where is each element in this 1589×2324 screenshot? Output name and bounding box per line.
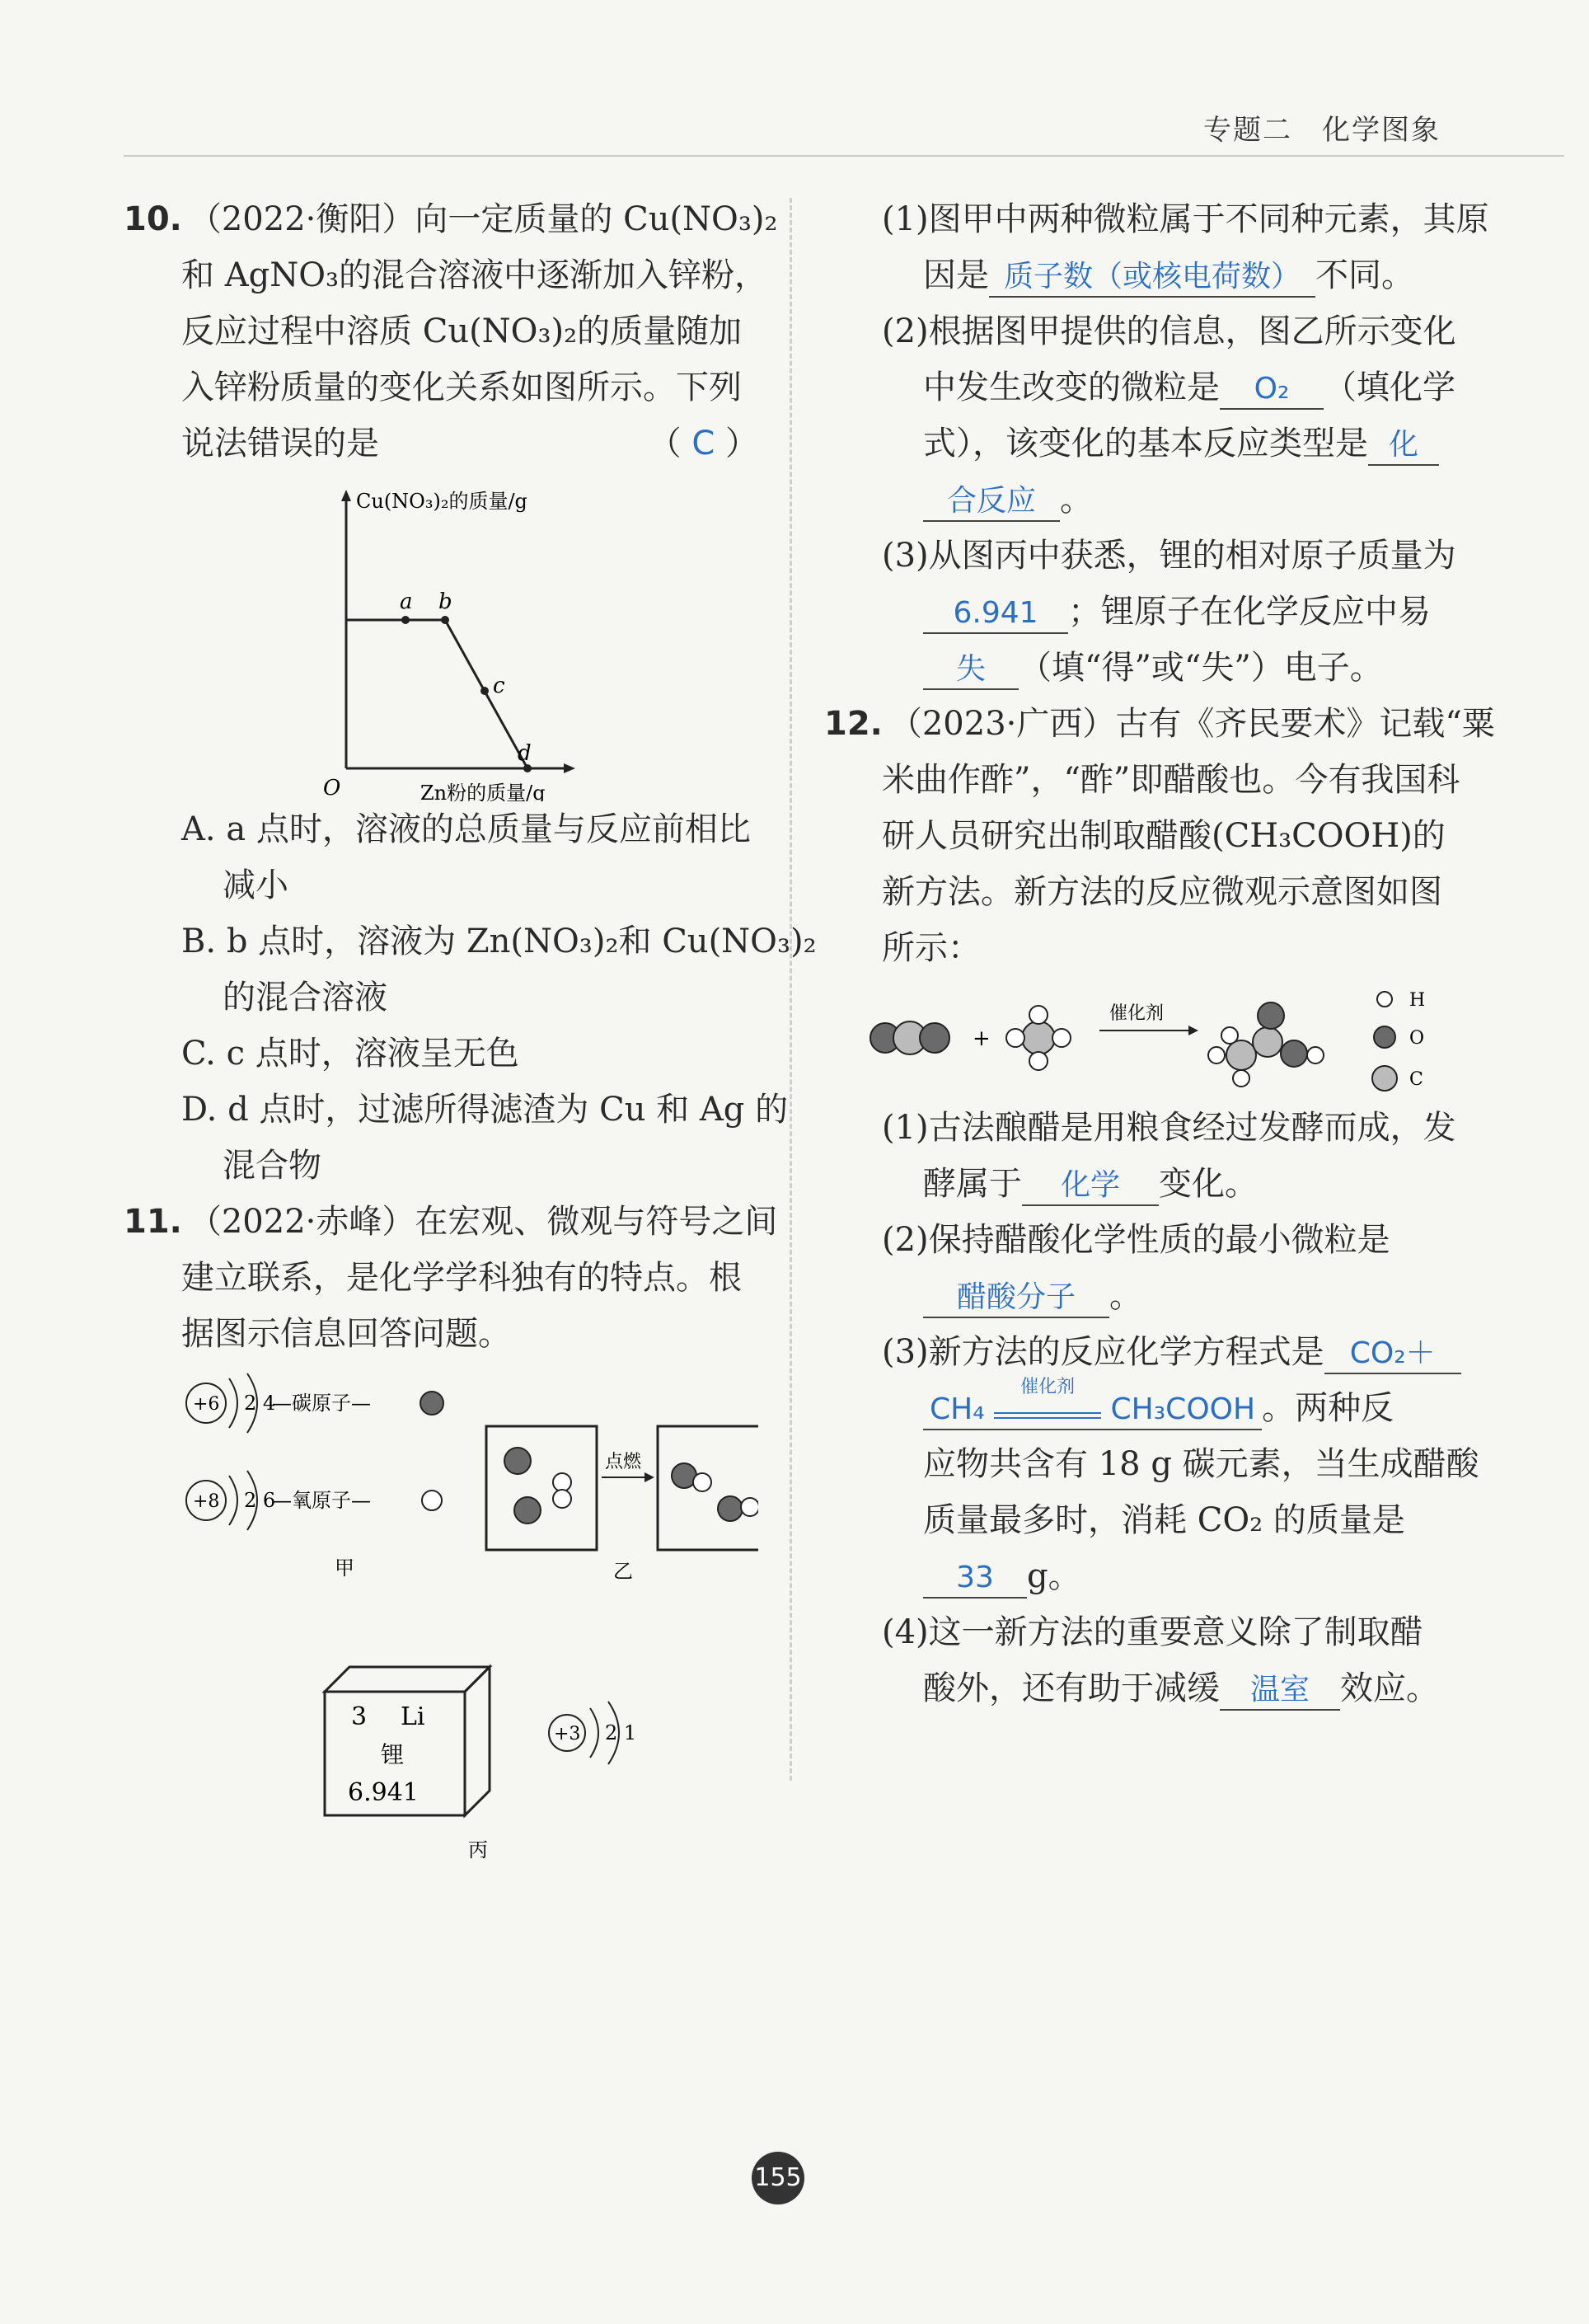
left-column [124, 191, 817, 1873]
q10-stem-line1: 10. （2022·衡阳）向一定质量的 Cu(NO₃)₂ [124, 200, 778, 238]
q10-option-c: C. c 点时，溶液呈无色 [181, 1035, 519, 1073]
caption-jia: 甲 [335, 1556, 354, 1580]
lithium-shells: 2 1 [605, 1721, 637, 1744]
carbon-ball [420, 1392, 443, 1415]
q10-number: 10. [124, 200, 182, 238]
carbon-label: —碳原子— [272, 1392, 371, 1415]
element-mass: 6.941 [348, 1778, 419, 1807]
q11-sub3-line2: 6.941 ；锂原子在化学反应中易 [824, 584, 1459, 640]
carbon-shells: 2 4 [244, 1392, 276, 1415]
legend-c: C [1409, 1069, 1423, 1090]
q10-option-b-cont: 的混合溶液 [223, 979, 387, 1016]
q10-chart-container [181, 472, 758, 801]
q11-figures [124, 1362, 758, 1873]
element-number: 3 [351, 1702, 368, 1731]
q12-stem-line2: 米曲作酢”，“酢”即醋酸也。今有我国科 [882, 761, 1460, 799]
q12-figure [824, 976, 1459, 1100]
q12-number: 12. [824, 705, 883, 743]
header-rule [124, 155, 1564, 157]
q11-sub2-answer1: O₂ [1220, 370, 1324, 410]
element-symbol: Li [401, 1702, 425, 1731]
q10-option-a: A. a 点时，溶液的总质量与反应前相比 [181, 810, 751, 848]
oxygen-shells: 2 6 [244, 1489, 276, 1512]
q12-sub2-line1: (2)保持醋酸化学性质的最小微粒是 [882, 1221, 1390, 1259]
q12-sub3-answer2: 33 [923, 1559, 1027, 1599]
q11-sub3-line1: (3)从图丙中获悉，锂的相对原子质量为 [882, 537, 1456, 575]
q12-sub3-line1: (3)新方法的反应化学方程式是 CO₂＋ [824, 1324, 1459, 1380]
oxygen-label: —氧原子— [272, 1489, 371, 1512]
q11-sub2-answer2b: 合反应 [923, 482, 1060, 522]
q12-sub4-line2: 酸外，还有助于减缓 温室 效应。 [824, 1660, 1459, 1716]
q10-stem-line2: 和 AgNO₃的混合溶液中逐渐加入锌粉， [181, 256, 768, 294]
q12-sub1-line2: 酵属于 化学 变化。 [824, 1156, 1459, 1212]
q12-sub4-answer: 温室 [1220, 1671, 1340, 1711]
q10-stem-line3: 反应过程中溶质 Cu(NO₃)₂的质量随加 [181, 312, 743, 350]
y-axis-arrow [341, 490, 351, 501]
q12-stem-line1: 12. （2023·广西）古有《齐民要术》记载“粟 [824, 705, 1495, 743]
reactant-box [486, 1426, 597, 1550]
q11-stem-line1: 11. （2022·赤峰）在宏观、微观与符号之间 [124, 1203, 778, 1241]
q11-sub2-line2: 中发生改变的微粒是 O₂ （填化学 [824, 359, 1459, 416]
caption-bing: 丙 [468, 1838, 488, 1862]
q10-chart [181, 472, 742, 801]
legend-o-ball [1374, 1026, 1395, 1048]
label-d: d [518, 741, 532, 766]
point-a [401, 616, 410, 624]
q10-option-d-cont: 混合物 [223, 1147, 321, 1185]
q10-option-a-cont: 减小 [223, 866, 288, 904]
q11-figure-svg [124, 1362, 758, 1873]
q10-answer: C [691, 425, 715, 462]
q10-option-b: B. b 点时，溶液为 Zn(NO₃)₂和 Cu(NO₃)₂ [181, 923, 817, 960]
lithium-nucleus: +3 [554, 1724, 581, 1744]
q11-stem-line2: 建立联系，是化学学科独有的特点。根 [181, 1259, 742, 1297]
q11-number: 11. [124, 1203, 182, 1241]
q10-option-d: D. d 点时，过滤所得滤渣为 Cu 和 Ag 的 [181, 1091, 789, 1129]
q12-sub3-line5: 33 g。 [824, 1548, 1459, 1604]
point-c [480, 687, 489, 695]
legend-h-ball [1377, 992, 1392, 1007]
q11-sub2-line1: (2)根据图甲提供的信息，图乙所示变化 [882, 312, 1456, 350]
q12-sub3-line3: 应物共含有 18 g 碳元素，当生成醋酸 [923, 1445, 1479, 1483]
q11-sub2-line3: 式），该变化的基本反应类型是 化 [824, 416, 1459, 472]
q10-stem-line5: 说法错误的是 （ C ） [124, 416, 758, 472]
column-divider [790, 198, 792, 1781]
q12-sub4-line1: (4)这一新方法的重要意义除了制取醋 [882, 1613, 1423, 1651]
q11-stem-line3: 据图示信息回答问题。 [181, 1315, 511, 1353]
page-number: 155 [752, 2152, 804, 2204]
q12-sub3-answer-part2: CH₄ 催化剂 CH₃COOH [923, 1391, 1262, 1430]
q10-stem-line4: 入锌粉质量的变化关系如图所示。下列 [181, 369, 742, 406]
x-axis-arrow [564, 763, 575, 773]
q12-sub3-line2: CH₄ 催化剂 CH₃COOH 。两种反 [824, 1380, 1459, 1436]
q12-sub1-line1: (1)古法酿醋是用粮食经过发酵而成，发 [882, 1109, 1456, 1147]
q11-sub3-answer1: 6.941 [923, 594, 1068, 634]
right-column [824, 191, 1495, 1716]
plus-sign: + [973, 1026, 991, 1051]
q11-sub2-line4: 合反应 。 [824, 472, 1459, 528]
caption-yi: 乙 [613, 1560, 633, 1583]
catalyst-label: 催化剂 [1109, 1003, 1165, 1024]
carbon-nucleus: +6 [193, 1394, 220, 1415]
q11-sub1-line2: 因是 质子数（或核电荷数） 不同。 [824, 247, 1459, 303]
legend-h: H [1409, 990, 1426, 1011]
q12-sub2-answer: 醋酸分子 [923, 1279, 1109, 1318]
label-a: a [400, 589, 413, 614]
label-c: c [493, 674, 505, 698]
catalyst-equals: 催化剂 [994, 1396, 1101, 1419]
q11-sub1-answer: 质子数（或核电荷数） [989, 258, 1315, 298]
q12-stem-line4: 新方法。新方法的反应微观示意图如图 [882, 873, 1442, 911]
q10-answer-bracket: （ C ） [648, 425, 758, 462]
q12-sub3-line4: 质量最多时，消耗 CO₂ 的质量是 [923, 1501, 1405, 1539]
q12-stem-line3: 研人员研究出制取醋酸(CH₃COOH)的 [882, 817, 1446, 855]
ignite-label: 点燃 [605, 1452, 642, 1472]
q12-sub2-line2: 醋酸分子 。 [824, 1268, 1459, 1324]
q11-sub3-line3: 失 （填“得”或“失”）电子。 [824, 640, 1459, 696]
oxygen-ball [422, 1491, 442, 1510]
legend-o: O [1409, 1028, 1425, 1049]
page-header-title: 专题二 化学图象 [1203, 114, 1441, 147]
oxygen-nucleus: +8 [193, 1491, 220, 1512]
q11-sub1-line1: (1)图甲中两种微粒属于不同种元素，其原 [882, 200, 1489, 238]
q12-stem-line5: 所示： [882, 929, 981, 967]
q12-figure-svg [824, 976, 1459, 1100]
x-axis-label: Zn粉的质量/g [420, 782, 546, 801]
origin-label: O [323, 776, 341, 800]
label-b: b [438, 589, 452, 614]
element-name: 锂 [381, 1741, 405, 1768]
q11-sub3-answer2: 失 [923, 650, 1019, 690]
q11-sub2-answer2a: 化 [1368, 426, 1439, 466]
q12-sub1-answer: 化学 [1022, 1167, 1159, 1206]
point-b [441, 616, 449, 624]
q12-sub3-answer-part1: CO₂＋ [1324, 1335, 1461, 1374]
y-axis-label: Cu(NO₃)₂的质量/g [356, 490, 527, 513]
legend-c-ball [1372, 1066, 1397, 1091]
